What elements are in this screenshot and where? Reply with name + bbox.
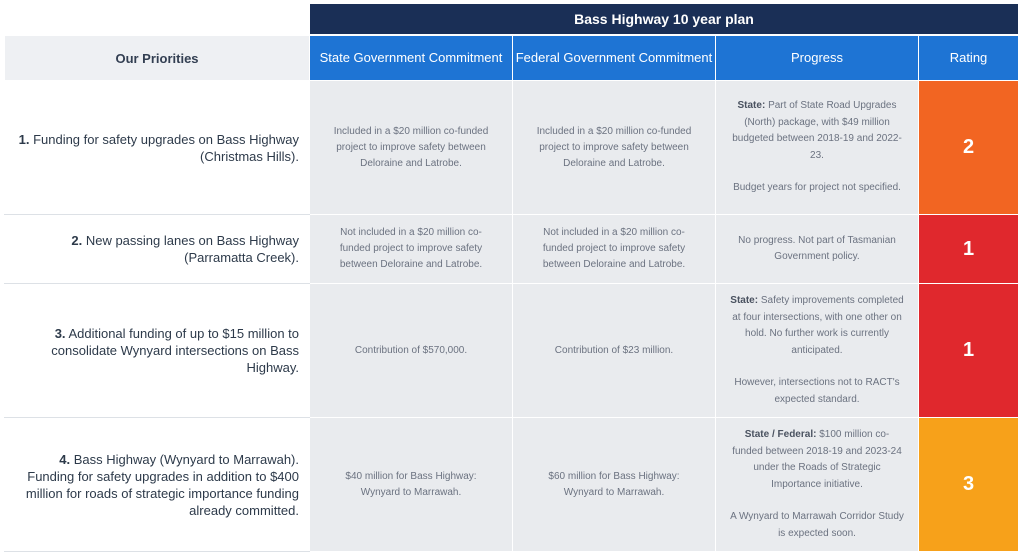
header-state-commitment: State Government Commitment <box>310 36 513 81</box>
table-row <box>5 215 1019 284</box>
rating-badge: 3 <box>919 418 1019 552</box>
progress-note: A Wynyard to Marrawah Corridor Study is expected soon. <box>730 511 904 539</box>
priority-cell <box>5 284 310 418</box>
progress-cell <box>716 81 919 215</box>
table-row <box>5 418 1019 552</box>
progress-text: Part of State Road Upgrades (North) package, with $49 million budgeted between 2018-19 and 2022-23. <box>732 100 902 161</box>
progress-label: State: <box>737 100 766 112</box>
progress-text: Safety improvements completed at four intersections, with one other on hold. No further work is currently anticipated. <box>732 295 904 356</box>
rating-badge: 2 <box>919 81 1019 215</box>
priority-cell <box>5 418 310 552</box>
plan-title-banner: Bass Highway 10 year plan <box>310 4 1018 34</box>
progress-cell <box>716 284 919 418</box>
state-commitment-cell: Contribution of $570,000. <box>310 284 513 418</box>
priority-text: New passing lanes on Bass Highway (Parramatta Creek). <box>85 233 299 265</box>
priority-cell <box>5 81 310 215</box>
progress-note: However, intersections not to RACT's expected standard. <box>734 377 900 405</box>
progress-label: State / Federal: <box>744 429 817 440</box>
header-progress: Progress <box>716 36 919 81</box>
table-row <box>5 81 1019 215</box>
header-rating: Rating <box>919 36 1019 81</box>
priorities-table <box>4 35 1019 552</box>
state-commitment-cell: $40 million for Bass Highway: Wynyard to Marrawah. <box>310 418 513 552</box>
rating-badge: 1 <box>919 215 1019 284</box>
state-commitment-cell: Included in a $20 million co-funded project to improve safety between Deloraine and Latrobe. <box>310 81 513 215</box>
header-priorities: Our Priorities <box>5 36 310 81</box>
priority-cell <box>5 215 310 284</box>
priority-text: Additional funding of up to $15 million to consolidate Wynyard intersections on Bass Highway. <box>51 326 299 375</box>
federal-commitment-cell: Contribution of $23 million. <box>513 284 716 418</box>
rating-badge: 1 <box>919 284 1019 418</box>
progress-note: Budget years for project not specified. <box>733 182 901 194</box>
priority-number: 1. <box>18 131 30 147</box>
table-row <box>5 284 1019 418</box>
progress-text: No progress. Not part of Tasmanian Government policy. <box>738 234 896 262</box>
priority-number: 3. <box>54 326 66 341</box>
federal-commitment-cell: Not included in a $20 million co-funded project to improve safety between Deloraine and Latrobe. <box>513 215 716 284</box>
header-federal-commitment: Federal Government Commitment <box>513 36 716 81</box>
state-commitment-cell: Not included in a $20 million co-funded project to improve safety between Deloraine and Latrobe. <box>310 215 513 284</box>
progress-cell <box>716 215 919 284</box>
priority-number: 2. <box>71 233 83 248</box>
priority-text: Bass Highway (Wynyard to Marrawah). Funding for safety upgrades in addition to $400 million for roads of strategic importance funding already committed. <box>25 451 299 518</box>
priority-number: 4. <box>59 451 71 467</box>
priority-text: Funding for safety upgrades on Bass Highway (Christmas Hills). <box>33 131 299 164</box>
header-row <box>5 36 1019 81</box>
federal-commitment-cell: $60 million for Bass Highway: Wynyard to Marrawah. <box>513 418 716 552</box>
progress-cell <box>716 418 919 552</box>
progress-label: State: <box>730 295 759 306</box>
federal-commitment-cell: Included in a $20 million co-funded project to improve safety between Deloraine and Latrobe. <box>513 81 716 215</box>
progress-text: $100 million co-funded between 2018-19 and 2023-24 under the Roads of Strategic Importance initiative. <box>732 429 902 490</box>
